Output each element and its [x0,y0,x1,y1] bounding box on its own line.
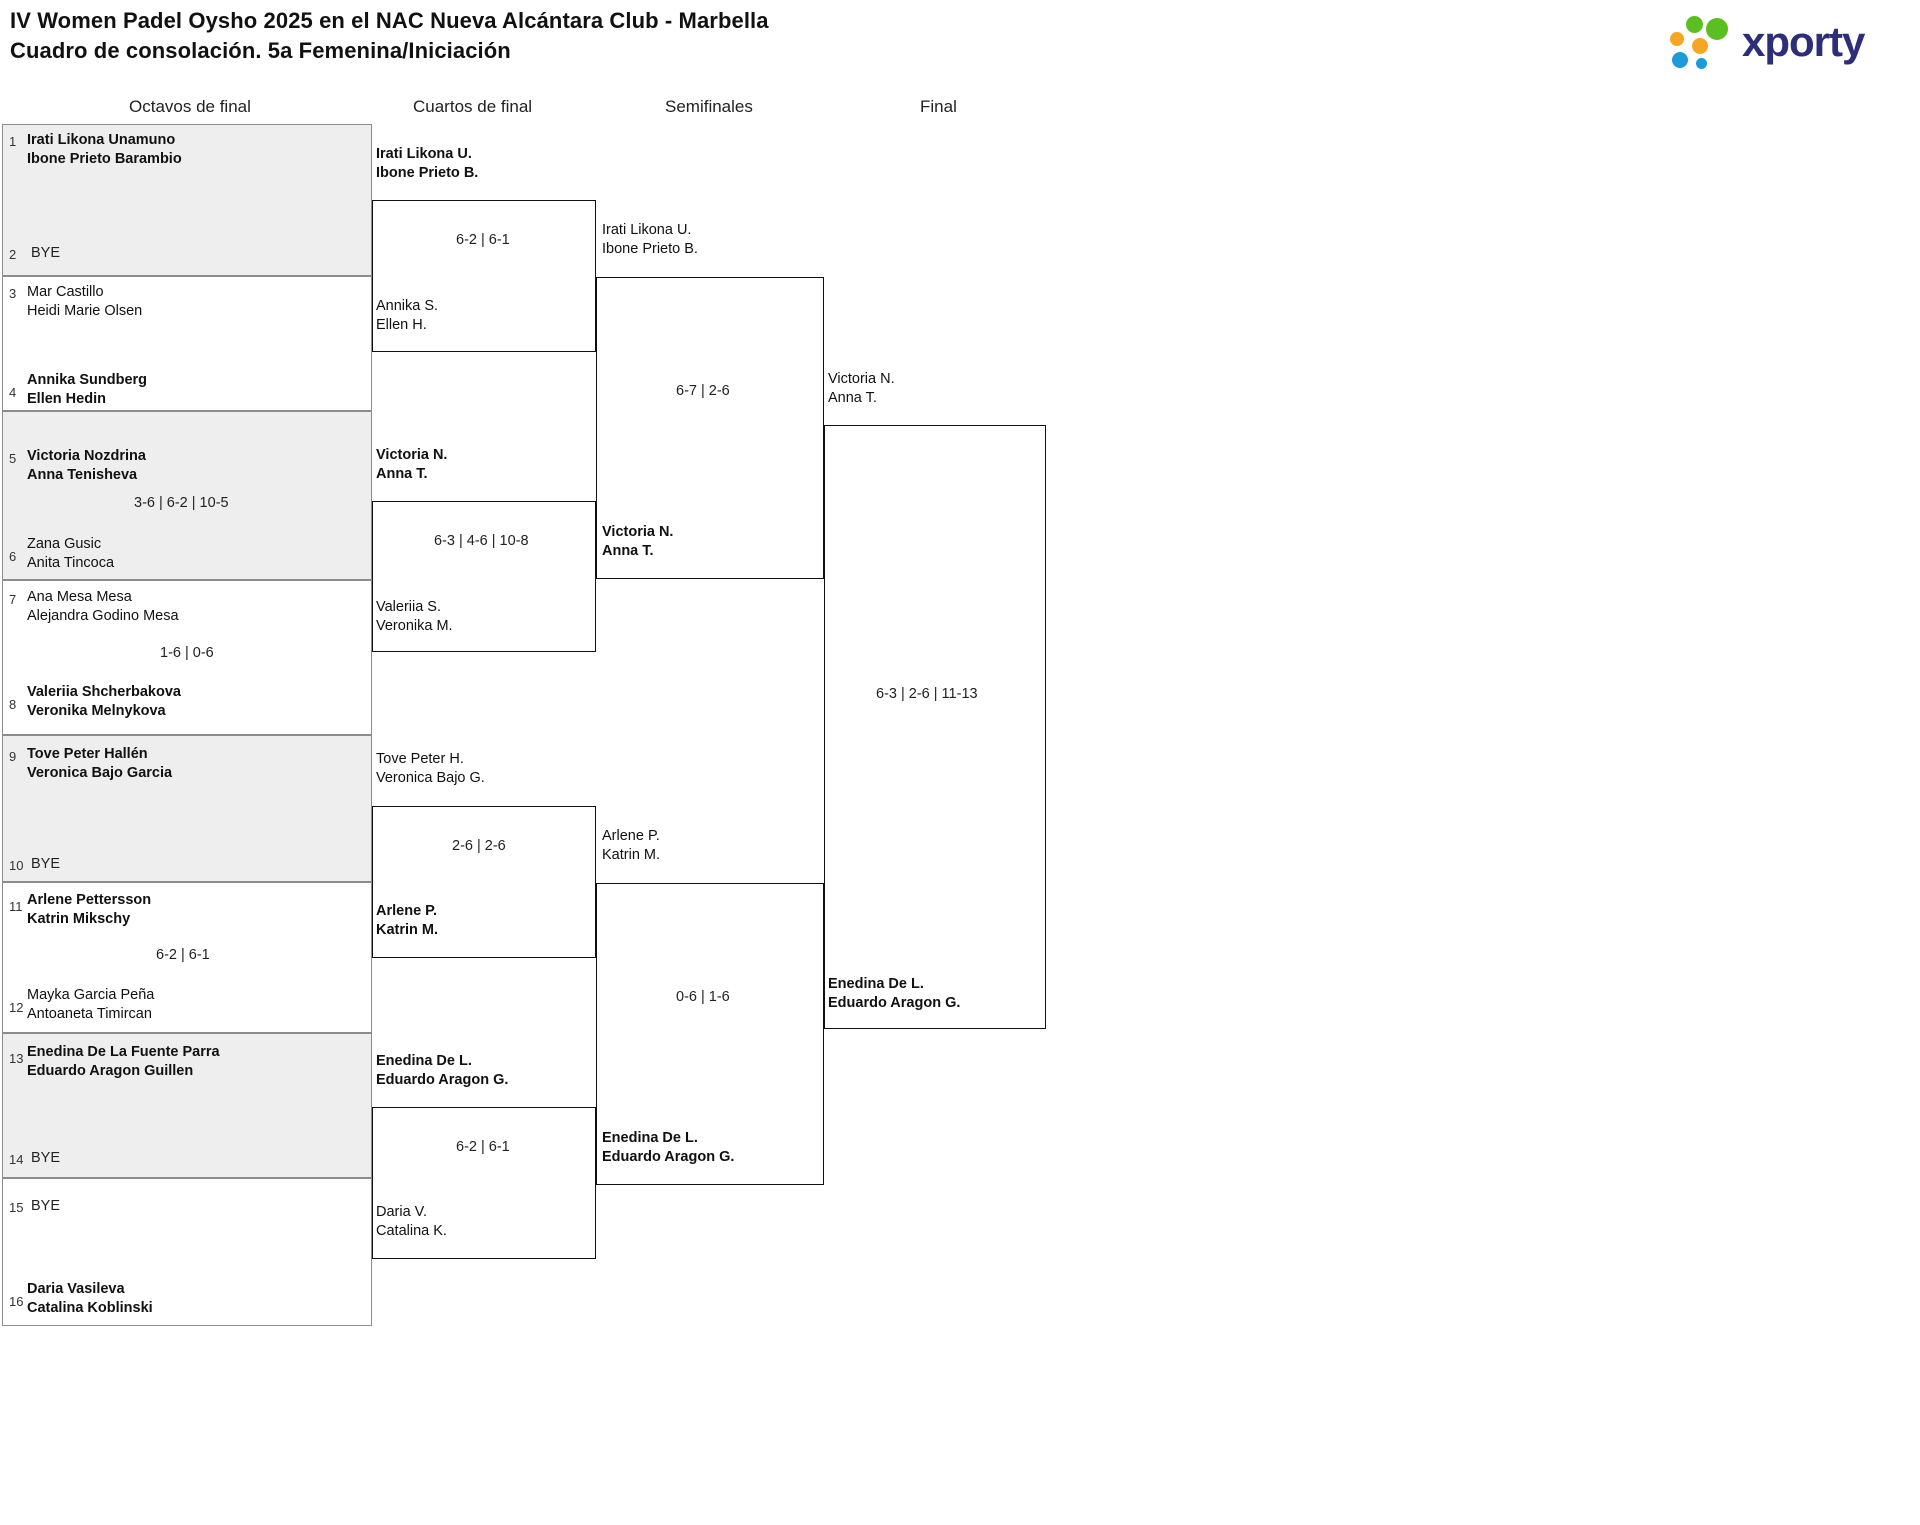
final-team-2 [828,975,960,1013]
player-name: Mayka Garcia Peña [27,987,155,1003]
seed-number: 15 [9,1200,24,1215]
player-name: Victoria Nozdrina [27,448,146,464]
r16-team-5 [27,447,146,485]
player-name: Victoria N. [828,371,895,387]
player-name: Enedina De L. [376,1053,472,1069]
qf-score-4: 6-2 | 6-1 [456,1139,510,1155]
player-name: Alejandra Godino Mesa [27,608,179,624]
r16-team-6 [27,535,114,573]
seed-number: 10 [9,858,24,873]
seed-number: 11 [9,899,23,914]
player-name: Ibone Prieto B. [602,241,698,257]
qf-team-6 [376,902,438,940]
player-name: Valeriia S. [376,599,442,615]
player-name: Catalina Koblinski [27,1300,153,1316]
player-name: Eduardo Aragon G. [376,1072,509,1088]
player-name: Victoria N. [376,447,448,463]
seed-number: 7 [9,592,17,607]
seed-number: 14 [9,1152,24,1167]
sf-score-2: 0-6 | 1-6 [676,989,730,1005]
qf-team-8 [376,1203,447,1241]
player-name: Ana Mesa Mesa [27,589,132,605]
title-line-2: Cuadro de consolación. 5a Femenina/Iniciación [10,38,511,63]
r16-match-8[interactable] [2,1178,372,1326]
player-name: Irati Likona U. [602,222,692,238]
r16-team-1 [27,131,182,169]
sf-team-3 [602,827,660,865]
player-name: Annika Sundberg [27,372,148,388]
qf-team-3 [376,446,447,484]
r16-match-5[interactable] [2,735,372,882]
qf-score-1: 6-2 | 6-1 [456,232,510,248]
player-name: Veronika M. [376,618,453,634]
player-name: Katrin M. [602,847,661,863]
player-name: Irati Likona U. [376,146,472,162]
final-connector [824,425,1046,1029]
player-name: Veronika Melnykova [27,703,166,719]
player-name: Enedina De L. [828,976,924,992]
page-title [10,6,769,66]
r16-score-4: 6-2 | 6-1 [156,947,210,963]
player-name: Veronica Bajo G. [376,770,485,786]
player-name: Valeriia Shcherbakova [27,684,181,700]
r16-match-2[interactable] [2,276,372,411]
title-line-1: IV Women Padel Oysho 2025 en el NAC Nueva Alcántara Club - Marbella [10,8,769,33]
player-name: Daria V. [376,1204,428,1220]
player-name: Veronica Bajo Garcia [27,765,173,781]
xporty-logo [1670,10,1900,72]
r16-team-3 [27,283,142,321]
qf-team-2 [376,297,438,335]
logo-wordmark: xporty [1742,18,1865,65]
player-name: Zana Gusic [27,536,102,552]
round-header-semifinales: Semifinales [665,97,753,116]
player-name: Antoaneta Timircan [27,1006,152,1022]
qf-score-2: 6-3 | 4-6 | 10-8 [434,533,529,549]
player-name: Irati Likona Unamuno [27,132,176,148]
round-header-final: Final [920,97,957,116]
r16-team-4 [27,371,147,409]
r16-team-15-bye: BYE [31,1198,61,1214]
player-name: Eduardo Aragon G. [602,1149,735,1165]
r16-team-7 [27,588,179,626]
round-header-octavos: Octavos de final [129,97,251,116]
seed-number: 9 [9,749,17,764]
player-name: Annika S. [376,298,439,314]
seed-number: 1 [9,134,17,149]
sf-score-1: 6-7 | 2-6 [676,383,730,399]
sf-team-2 [602,523,673,561]
player-name: Arlene P. [376,903,437,919]
player-name: Catalina K. [376,1223,447,1239]
seed-number: 5 [9,451,17,466]
player-name: Anna T. [376,466,428,482]
r16-score-2: 3-6 | 6-2 | 10-5 [134,495,229,511]
player-name: Ibone Prieto Barambio [27,151,182,167]
seed-number: 16 [9,1294,24,1309]
player-name: Ellen Hedin [27,391,106,407]
player-name: Ellen H. [376,317,427,333]
player-name: Katrin Mikschy [27,911,131,927]
round-header-cuartos: Cuartos de final [413,97,533,116]
player-name: Heidi Marie Olsen [27,303,143,319]
r16-team-8 [27,683,181,721]
player-name: Arlene Pettersson [27,892,152,908]
qf-score-3: 2-6 | 2-6 [452,838,506,854]
player-name: Arlene P. [602,828,660,844]
final-team-1 [828,370,895,408]
r16-match-7[interactable] [2,1033,372,1178]
sf-team-1 [602,221,698,259]
seed-number: 3 [9,286,17,301]
player-name: Eduardo Aragon Guillen [27,1063,194,1079]
r16-team-13 [27,1043,220,1081]
player-name: Anna Tenisheva [27,467,138,483]
player-name: Katrin M. [376,922,439,938]
qf-team-1 [376,145,478,183]
seed-number: 12 [9,1000,24,1015]
player-name: Daria Vasileva [27,1281,125,1297]
logo-dots-icon [1670,16,1736,68]
r16-team-12 [27,986,154,1024]
r16-team-2-bye: BYE [31,245,61,261]
player-name: Mar Castillo [27,284,104,300]
player-name: Ibone Prieto B. [376,165,479,181]
final-score: 6-3 | 2-6 | 11-13 [876,686,978,702]
qf-team-4 [376,598,453,636]
r16-team-14-bye: BYE [31,1150,61,1166]
r16-team-16 [27,1280,153,1318]
r16-team-10-bye: BYE [31,856,61,872]
seed-number: 13 [9,1051,24,1066]
qf-team-5 [376,750,485,788]
player-name: Tove Peter Hallén [27,746,148,762]
r16-match-1[interactable] [2,124,372,276]
r16-team-9 [27,745,172,783]
r16-score-3: 1-6 | 0-6 [160,645,214,661]
seed-number: 6 [9,549,17,564]
player-name: Anita Tincoca [27,555,115,571]
player-name: Eduardo Aragon G. [828,995,961,1011]
qf-team-7 [376,1052,508,1090]
player-name: Victoria N. [602,524,674,540]
player-name: Anna T. [828,390,877,406]
seed-number: 4 [9,385,17,400]
player-name: Enedina De L. [602,1130,698,1146]
player-name: Anna T. [602,543,654,559]
seed-number: 2 [9,247,17,262]
player-name: Enedina De La Fuente Parra [27,1044,220,1060]
r16-team-11 [27,891,151,929]
sf-team-4 [602,1129,734,1167]
seed-number: 8 [9,697,17,712]
player-name: Tove Peter H. [376,751,464,767]
